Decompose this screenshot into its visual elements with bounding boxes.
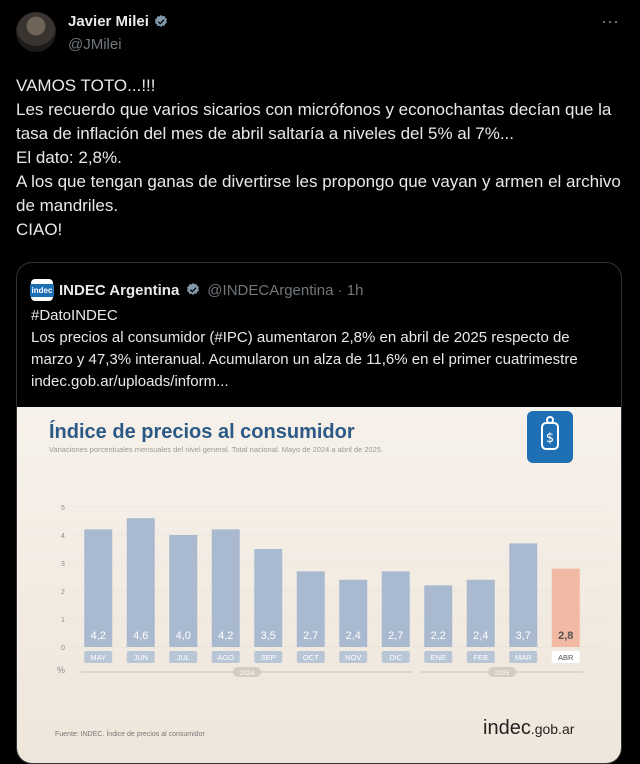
bar (127, 518, 155, 647)
quote-avatar[interactable]: indec (31, 279, 53, 301)
author-name[interactable]: Javier Milei (68, 13, 149, 30)
y-tick-label: 1 (61, 617, 65, 624)
data-label: 4,2 (218, 630, 234, 642)
data-label: 4,0 (175, 630, 191, 642)
x-tick-label: ENE (430, 653, 446, 662)
quote-author-name[interactable]: INDEC Argentina (59, 281, 180, 299)
x-tick-label: ABR (558, 653, 574, 662)
y-axis-label: % (56, 665, 66, 675)
chart-image[interactable] (17, 407, 621, 763)
data-label: 2,4 (473, 630, 489, 642)
svg-text:$: $ (545, 431, 555, 446)
y-tick-label: 0 (61, 645, 65, 652)
x-tick-label: OCT (302, 653, 319, 662)
quote-header (31, 279, 363, 301)
data-label: 2,4 (345, 630, 361, 642)
year-label: 2024 (239, 670, 255, 677)
y-tick-label: 2 (61, 589, 65, 596)
data-label: 3,5 (260, 630, 276, 642)
data-label: 4,6 (133, 630, 149, 642)
x-tick-label: JUN (133, 653, 149, 662)
year-label: 2025 (494, 670, 510, 677)
x-tick-label: JUL (176, 653, 190, 662)
post-text: VAMOS TOTO...!!! Les recuerdo que varios sicarios con micrófonos y econochantas decían que la tasa de inflación del mes de abril saltaría a niveles del 5% al 7%... El dato: 2,8%. A los que tengan ganas de divertirse les propongo que vayan y armen el archivo de mandriles. CIAO! (16, 76, 621, 239)
chart-subtitle: Variaciones porcentuales mensuales del nivel general. Total nacional. Mayo de 2024 a abril de 2025. (49, 445, 384, 454)
x-tick-label: FEB (473, 653, 489, 662)
y-tick-label: 3 (61, 561, 65, 568)
x-tick-label: MAR (514, 653, 532, 662)
x-tick-label: SEP (260, 653, 276, 662)
more-icon[interactable]: ⋯ (601, 12, 620, 32)
data-label: 2,7 (388, 630, 404, 642)
data-label: 2,2 (430, 630, 446, 642)
author-handle[interactable]: @JMilei (68, 36, 122, 53)
x-tick-label: AGO (217, 653, 235, 662)
y-tick-label: 4 (61, 533, 65, 540)
verified-badge-icon (185, 282, 201, 298)
data-label: 4,2 (90, 630, 106, 642)
chart-title: Índice de precios al consumidor (49, 421, 355, 443)
y-tick-label: 5 (61, 505, 65, 512)
x-tick-label: MAY (90, 653, 107, 662)
data-label: 3,7 (515, 630, 531, 642)
data-label: 2,7 (303, 630, 319, 642)
chart-source: Fuente: INDEC. Índice de precios al consumidor (55, 731, 205, 738)
bar-chart (17, 407, 621, 763)
quote-text: #DatoINDEC Los precios al consumidor (#IPC) aumentaron 2,8% en abril de 2025 respecto de marzo y 47,3% interanual. Acumularon un alza de 11,6% en el primer cuatrimestre indec.gob.ar/uploads/inform... (31, 307, 578, 390)
quoted-post[interactable] (16, 262, 622, 764)
data-label: 2,8 (558, 630, 574, 642)
indec-logo: indec.gob.ar (483, 717, 575, 739)
author-row (68, 13, 169, 30)
quote-handle-time[interactable]: @INDECArgentina · 1h (207, 281, 364, 299)
verified-badge-icon (153, 14, 169, 30)
avatar[interactable] (16, 12, 56, 52)
x-tick-label: NOV (345, 653, 362, 662)
x-tick-label: DIC (389, 653, 403, 662)
